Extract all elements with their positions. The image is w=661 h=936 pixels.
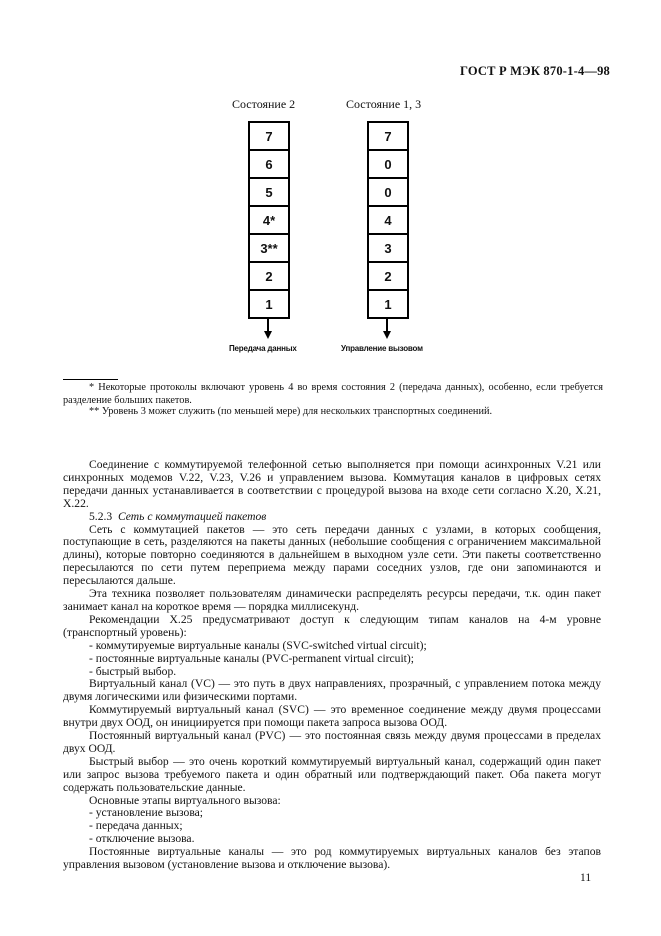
layer-cell: 3: [369, 235, 407, 263]
paragraph: Виртуальный канал (VC) — это путь в двух направлениях, прозрачный, с управлением потока между двумя логическими или физическими портами.: [63, 677, 601, 704]
list-item: - постоянные виртуальные каналы (PVC-permanent virtual circuit);: [89, 651, 414, 665]
footnote-rule: [63, 379, 118, 380]
list-item: - коммутируемые виртуальные каналы (SVC-switched virtual circuit);: [89, 638, 427, 652]
state-2-title: Состояние 2: [232, 97, 296, 111]
paragraph: Рекомендации Х.25 предусматривают доступ к следующим типам каналов на 4-м уровне (транспортный уровень):: [63, 612, 601, 639]
paragraph: Сеть с коммутацией пакетов — это сеть передачи данных с узлами, в которых сообщения, поступающие в сеть, разделяются на пакеты данных (небольшие сообщения с ограничением максимальной длины), которые повторно соединяются в дальнейшем в выходном узле сети. Эти пакеты соответственно пересылаются по сети путем переприема между парами соседних узлов, где они запоминаются и пересылаются дальше.: [63, 522, 601, 588]
layer-cell: 7: [369, 123, 407, 151]
list-item: - отключение вызова.: [89, 832, 195, 846]
layer-cell: 1: [265, 296, 273, 312]
layer-cell: 4*: [250, 207, 288, 235]
layer-cell: 4: [369, 207, 407, 235]
footnote-1: * Некоторые протоколы включают уровень 4 во время состояния 2 (передача данных), особенно, если требуется разделение больших пакетов.: [63, 382, 603, 406]
arrow-head-icon: [264, 331, 272, 339]
paragraph: Постоянные виртуальные каналы — это род коммутируемых виртуальных каналов без этапов управления вызовом (установление вызова и отключение вызова).: [63, 845, 601, 872]
data-transfer-caption: Передача данных: [229, 344, 297, 353]
page-number: 11: [580, 872, 592, 884]
arrow-head-icon: [383, 331, 391, 339]
paragraph: Эта техника позволяет пользователям динамически распределять ресурсы передачи, т.к. один пакет занимает канал на короткое время — порядка миллисекунд.: [63, 587, 601, 613]
state-1-3-title: Состояние 1, 3: [346, 97, 422, 111]
paragraph: Основные этапы виртуального вызова:: [89, 793, 281, 807]
layer-cell: 2: [250, 263, 288, 291]
list-item: - быстрый выбор.: [89, 664, 177, 678]
layer-cell: 6: [250, 151, 288, 179]
layer-cell: 7: [250, 123, 288, 151]
paragraph: Соединение с коммутируемой телефонной сетью выполняется при помощи асинхронных V.21 или синхронных модемов V.22, V.23, V.26 и управлением вызова. Коммутация каналов в цифровых сетях передачи данных устанавливается в соответствии с процедурой вызова на входе сети согласно Х.20, Х.21, Х.22.: [63, 458, 601, 510]
layer-cell: 1: [384, 296, 392, 312]
layer-cell: 3**: [250, 235, 288, 263]
layer-cell: 0: [369, 151, 407, 179]
document-code: ГОСТ Р МЭК 870-1-4—98: [459, 64, 610, 78]
paragraph: Постоянный виртуальный канал (PVC) — это постоянная связь между двумя процессами в пределах двух ООД.: [63, 729, 601, 755]
paragraph: Коммутируемый виртуальный канал (SVC) — это временное соединение между двумя процессами внутри двух ООД, он инициируется при помощи пакета запроса вызова ООД.: [63, 703, 601, 730]
paragraph: Быстрый выбор — это очень короткий коммутируемый виртуальный канал, содержащий один пакет или запрос вызова требуемого пакета и один обратный или подтверждающий пакет. Оба пакета могут содержать пользовательские данные.: [63, 754, 601, 794]
call-control-caption: Управление вызовом: [341, 344, 423, 353]
list-item: - передача данных;: [89, 819, 183, 833]
section-heading: [63, 511, 601, 524]
section-number: 5.2.3: [89, 509, 113, 523]
list-item: - установление вызова;: [89, 806, 204, 820]
layer-cell: 0: [369, 179, 407, 207]
footnote-2: ** Уровень 3 может служить (по меньшей мере) для нескольких транспортных соединений.: [89, 406, 493, 417]
layer-cell: 2: [369, 263, 407, 291]
layer-cell: 5: [250, 179, 288, 207]
body-text: [63, 459, 601, 872]
layer-stack-state-2: [248, 121, 290, 319]
layer-stack-state-1-3: [367, 121, 409, 319]
section-title: Сеть с коммутацией пакетов: [117, 509, 267, 523]
